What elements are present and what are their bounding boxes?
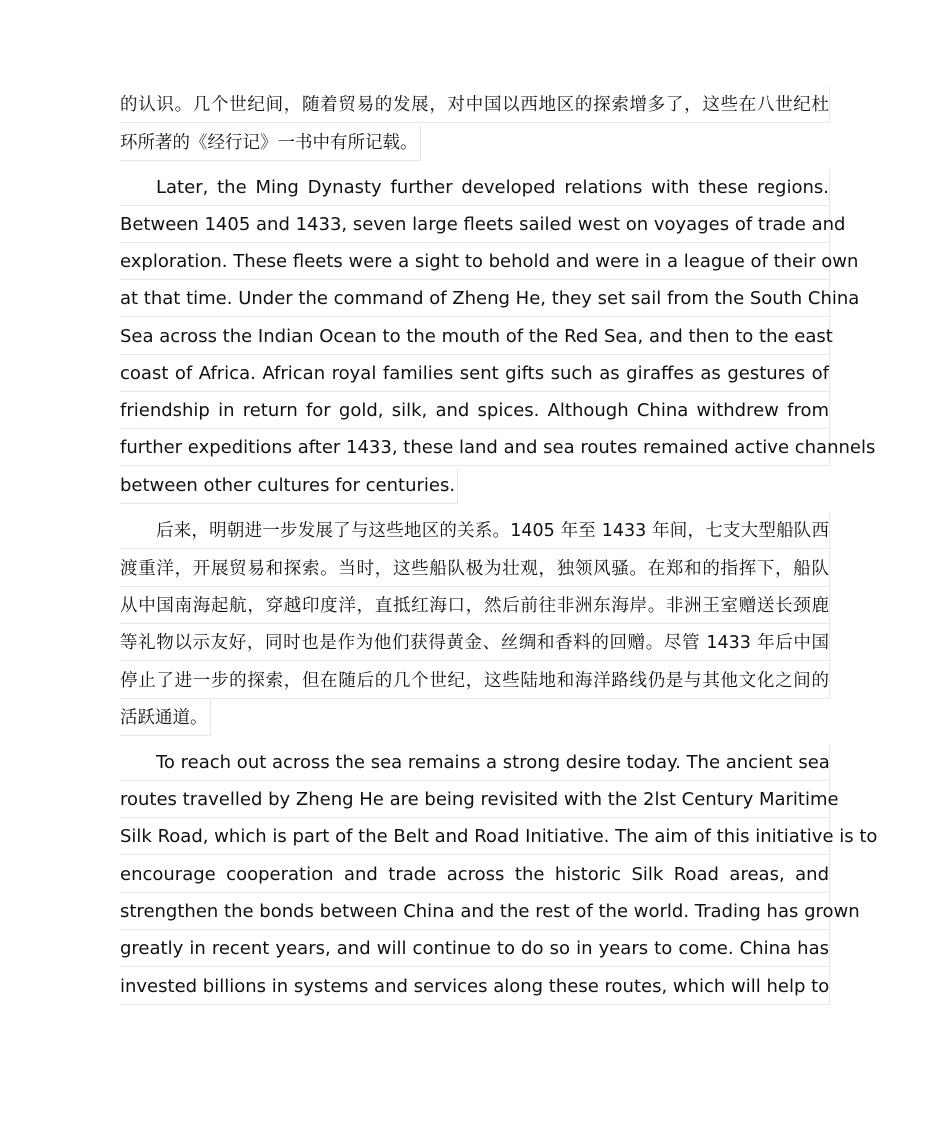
text-line: Sea across the Indian Ocean to the mouth of the Red Sea, and then to the east bbox=[120, 319, 830, 355]
text-line: 渡重洋，开展贸易和探索。当时，这些船队极为壮观，独领风骚。在郑和的指挥下，船队 bbox=[120, 551, 830, 587]
text-line: invested billions in systems and services along these routes, which will help to bbox=[120, 969, 830, 1005]
text-line: 后来，明朝进一步发展了与这些地区的关系。1405 年至 1433 年间，七支大型船队西 bbox=[120, 513, 830, 549]
text-line: at that time. Under the command of Zheng He, they set sail from the South China bbox=[120, 281, 830, 317]
text-line: Silk Road, which is part of the Belt and Road Initiative. The aim of this initiative is to bbox=[120, 819, 830, 855]
text-line: 环所著的《经行记》一书中有所记载。 bbox=[120, 125, 421, 161]
text-line: 从中国南海起航，穿越印度洋，直抵红海口，然后前往非洲东海岸。非洲王室赠送长颈鹿 bbox=[120, 588, 830, 624]
text-line: 活跃通道。 bbox=[120, 700, 211, 736]
text-line: 等礼物以示友好，同时也是作为他们获得黄金、丝绸和香料的回赠。尽管 1433 年后中国 bbox=[120, 625, 830, 661]
text-line: further expeditions after 1433, these land and sea routes remained active channels bbox=[120, 430, 830, 466]
text-line: Between 1405 and 1433, seven large fleets sailed west on voyages of trade and bbox=[120, 207, 830, 243]
text-line: exploration. These fleets were a sight to behold and were in a league of their own bbox=[120, 244, 830, 280]
text-line: greatly in recent years, and will continue to do so in years to come. China has bbox=[120, 931, 830, 967]
text-line: routes travelled by Zheng He are being revisited with the 2lst Century Maritime bbox=[120, 782, 830, 818]
text-line: coast of Africa. African royal families sent gifts such as giraffes as gestures of bbox=[120, 356, 830, 392]
text-line: encourage cooperation and trade across the historic Silk Road areas, and bbox=[120, 857, 830, 893]
text-line: between other cultures for centuries. bbox=[120, 468, 458, 504]
text-line: Later, the Ming Dynasty further developed relations with these regions. bbox=[120, 170, 830, 206]
text-line: To reach out across the sea remains a strong desire today. The ancient sea bbox=[120, 745, 830, 781]
text-line: 的认识。几个世纪间，随着贸易的发展，对中国以西地区的探索增多了，这些在八世纪杜 bbox=[120, 87, 830, 123]
text-line: 停止了进一步的探索，但在随后的几个世纪，这些陆地和海洋路线仍是与其他文化之间的 bbox=[120, 663, 830, 699]
text-line: friendship in return for gold, silk, and spices. Although China withdrew from bbox=[120, 393, 830, 429]
text-line: strengthen the bonds between China and the rest of the world. Trading has grown bbox=[120, 894, 830, 930]
